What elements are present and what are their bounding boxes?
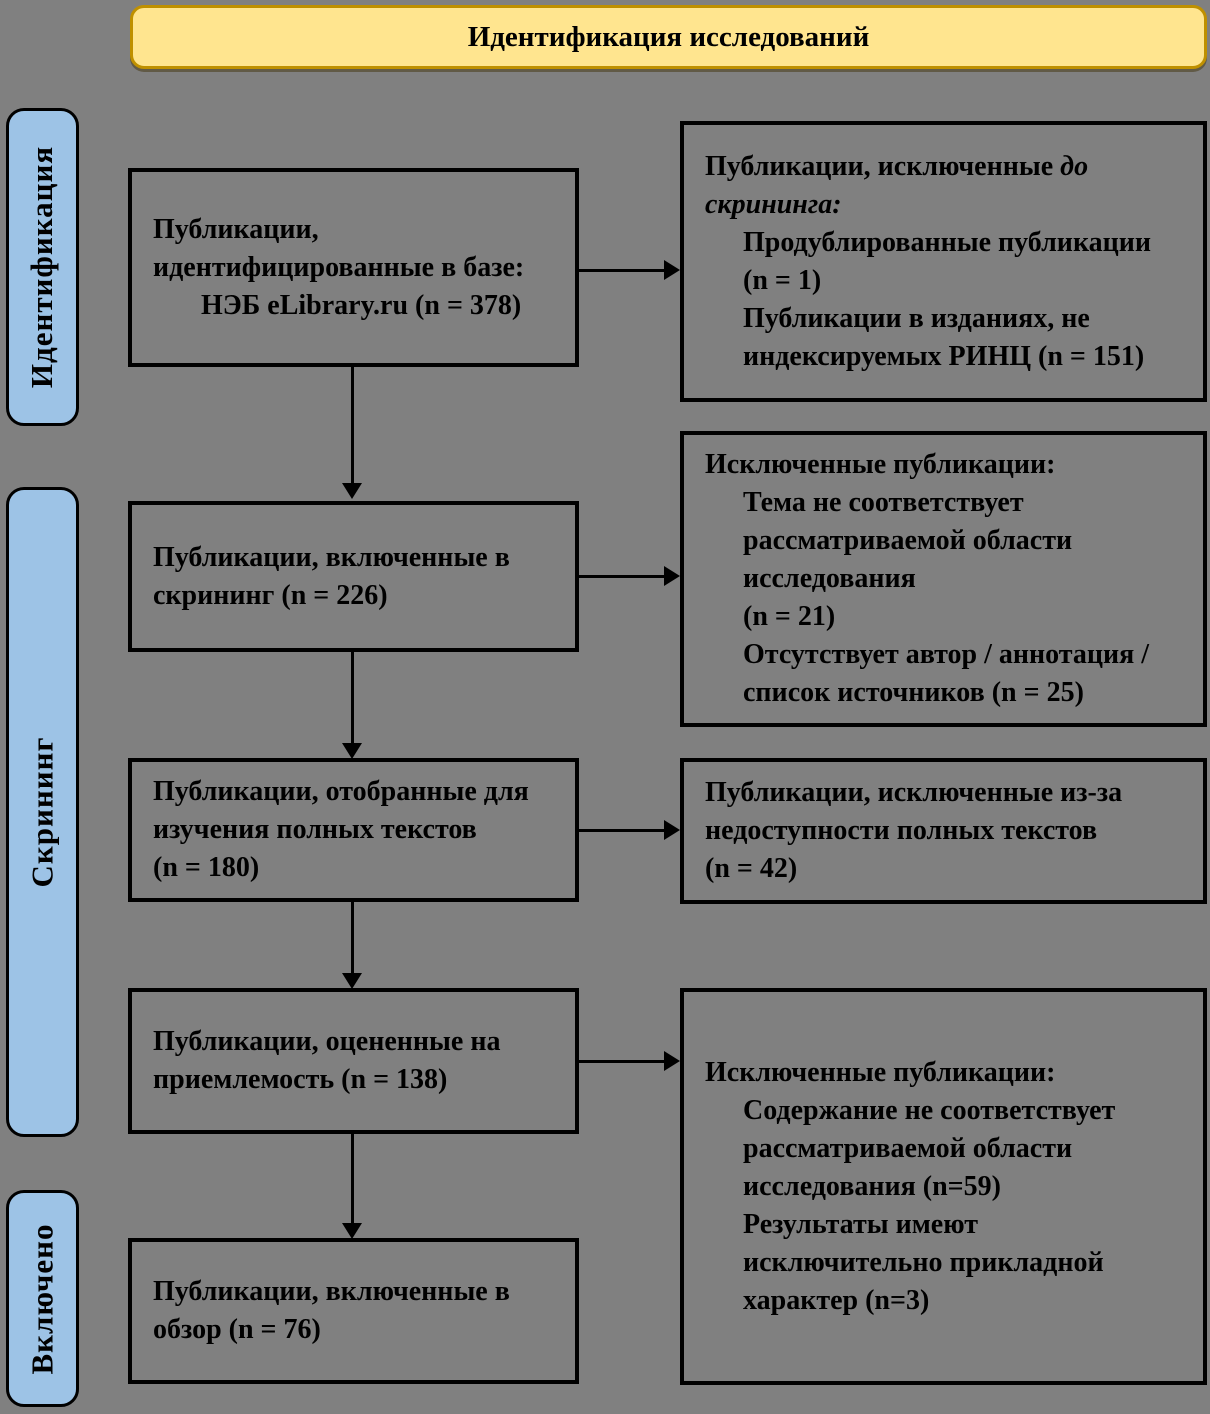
flow-box-screened-text — [132, 539, 575, 615]
exclusion-box-eligibility — [680, 988, 1207, 1385]
text-line: скрининга: — [705, 188, 842, 220]
text-line: (n = 1) — [743, 264, 822, 296]
text-line: (n = 180) — [153, 852, 260, 883]
arrow-right-icon — [579, 829, 665, 832]
text-line: идентифицированные в базе: — [153, 251, 525, 283]
flow-box-identified-text — [132, 211, 575, 325]
stage-label-included-text: Включено — [24, 1222, 60, 1375]
text-line: исследования (n=59) — [743, 1170, 1001, 1202]
stage-label-screening-text: Скрининг — [24, 736, 60, 888]
exclusion-box-fulltext — [680, 758, 1207, 904]
text-line: исключительно прикладной — [743, 1246, 1104, 1278]
exclusion-box-screening-text — [684, 446, 1203, 712]
text-line: НЭБ eLibrary.ru (n = 378) — [201, 289, 522, 321]
flow-box-eligibility — [128, 988, 579, 1134]
text-line: Публикации, включенные в — [153, 541, 510, 573]
arrow-down-head-icon — [342, 483, 362, 499]
text-line: Тема не соответствует — [743, 487, 1024, 518]
header-italic: до — [1060, 150, 1089, 182]
text-line: характер (n=3) — [743, 1284, 930, 1316]
text-line: Исключенные публикации: — [705, 1056, 1056, 1088]
exclusion-box-fulltext-text — [684, 774, 1203, 888]
title-banner — [130, 5, 1207, 69]
text-line: список источников (n = 25) — [743, 677, 1084, 708]
arrow-down-icon — [351, 1134, 354, 1224]
text-line: Отсутствует автор / аннотация / — [743, 639, 1150, 670]
arrow-down-icon — [351, 652, 354, 744]
exclusion-box-eligibility-text — [684, 1054, 1203, 1320]
arrow-down-head-icon — [342, 1223, 362, 1239]
text-line: скрининг (n = 226) — [153, 579, 388, 611]
diagram-title: Идентификация исследований — [467, 20, 870, 53]
text-line: Публикации, включенные в — [153, 1276, 510, 1307]
flow-box-eligibility-text — [132, 1023, 575, 1099]
text-line: обзор (n = 76) — [153, 1314, 321, 1345]
arrow-right-icon — [579, 269, 665, 272]
text-line: Публикации, — [153, 213, 319, 245]
stage-label-included — [6, 1190, 79, 1407]
arrow-right-head-icon — [664, 820, 680, 840]
header-normal: Публикации, исключенные — [705, 150, 1061, 182]
flow-box-fulltext — [128, 758, 579, 902]
arrow-right-icon — [579, 1060, 665, 1063]
text-line: рассматриваемой области — [743, 1132, 1073, 1164]
text-line: рассматриваемой области — [743, 525, 1073, 556]
text-line: исследования — [743, 563, 916, 594]
stage-label-identification-text: Идентификация — [24, 145, 60, 389]
flow-box-included — [128, 1238, 579, 1384]
text-line: Публикации, оцененные на — [153, 1026, 501, 1057]
text-line — [705, 148, 1195, 186]
text-line: Публикации, отобранные для — [153, 776, 529, 807]
text-line: Исключенные публикации: — [705, 449, 1056, 480]
text-line: Результаты имеют — [743, 1208, 978, 1240]
arrow-right-icon — [579, 575, 665, 578]
flow-box-identified — [128, 168, 579, 367]
arrow-right-head-icon — [664, 566, 680, 586]
stage-label-screening — [6, 487, 79, 1137]
flow-box-screened — [128, 501, 579, 652]
arrow-down-head-icon — [342, 743, 362, 759]
arrow-down-icon — [351, 902, 354, 974]
exclusion-box-screening — [680, 431, 1207, 727]
text-line: недоступности полных текстов — [705, 815, 1098, 846]
exclusion-box-pre-screening — [680, 121, 1207, 402]
arrow-right-head-icon — [664, 1051, 680, 1071]
text-line: индексируемых РИНЦ (n = 151) — [743, 340, 1145, 372]
arrow-down-icon — [351, 367, 354, 484]
flow-box-included-text — [132, 1273, 575, 1349]
exclusion-box-pre-screening-text — [684, 148, 1203, 376]
text-line: (n = 42) — [705, 853, 798, 884]
stage-label-identification — [6, 108, 79, 426]
text-line: Продублированные публикации — [743, 226, 1152, 258]
flow-box-fulltext-text — [132, 773, 575, 887]
text-line: (n = 21) — [743, 601, 836, 632]
text-line: Содержание не соответствует — [743, 1094, 1116, 1126]
text-line: Публикации в изданиях, не — [743, 302, 1090, 334]
text-line: Публикации, исключенные из-за — [705, 777, 1123, 808]
arrow-down-head-icon — [342, 973, 362, 989]
text-line: приемлемость (n = 138) — [153, 1064, 448, 1095]
text-line: изучения полных текстов — [153, 814, 477, 845]
arrow-right-head-icon — [664, 260, 680, 280]
